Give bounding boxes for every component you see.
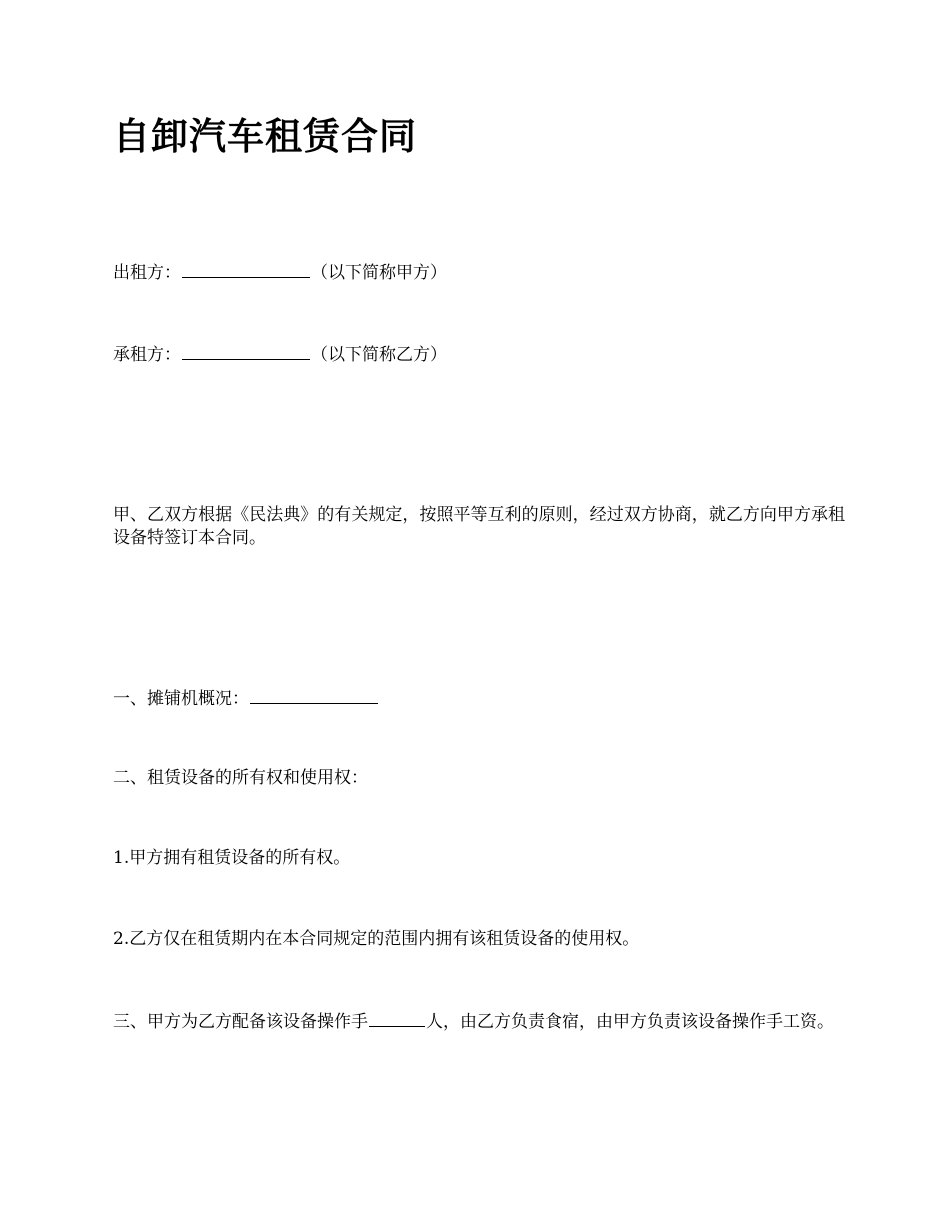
lessee-line [113,342,845,367]
section-2-heading: 二、租赁设备的所有权和使用权： [113,768,368,788]
preamble-paragraph: 甲、乙双方根据《民法典》的有关规定，按照平等互利的原则，经过双方协商，就乙方向甲方承租设备特签订本合同。 [113,505,845,548]
section-2-item-2: 2.乙方仅在租赁期内在本合同规定的范围内拥有该租赁设备的使用权。 [113,929,640,949]
lessee-label: 承租方： [113,345,181,365]
paver-overview-blank [250,686,378,704]
section-1-line [113,686,845,711]
section-2-item-1: 1.甲方拥有租赁设备的所有权。 [113,848,351,868]
lessee-suffix: （以下简称乙方） [311,345,447,365]
lessor-line [113,260,845,285]
section-3-paragraph [113,1009,845,1034]
section-3-suffix: 人，由乙方负责食宿，由甲方负责该设备操作手工资。 [426,1012,834,1032]
lessee-name-blank [182,342,310,360]
section-3-prefix: 三、甲方为乙方配备该设备操作手 [113,1012,368,1032]
lessor-name-blank [182,260,310,278]
lessor-label: 出租方： [113,263,181,283]
lessor-suffix: （以下简称甲方） [311,263,447,283]
operator-count-blank [369,1009,425,1027]
document-title: 自卸汽车租赁合同 [113,114,417,158]
section-1-label: 一、摊铺机概况： [113,689,249,709]
